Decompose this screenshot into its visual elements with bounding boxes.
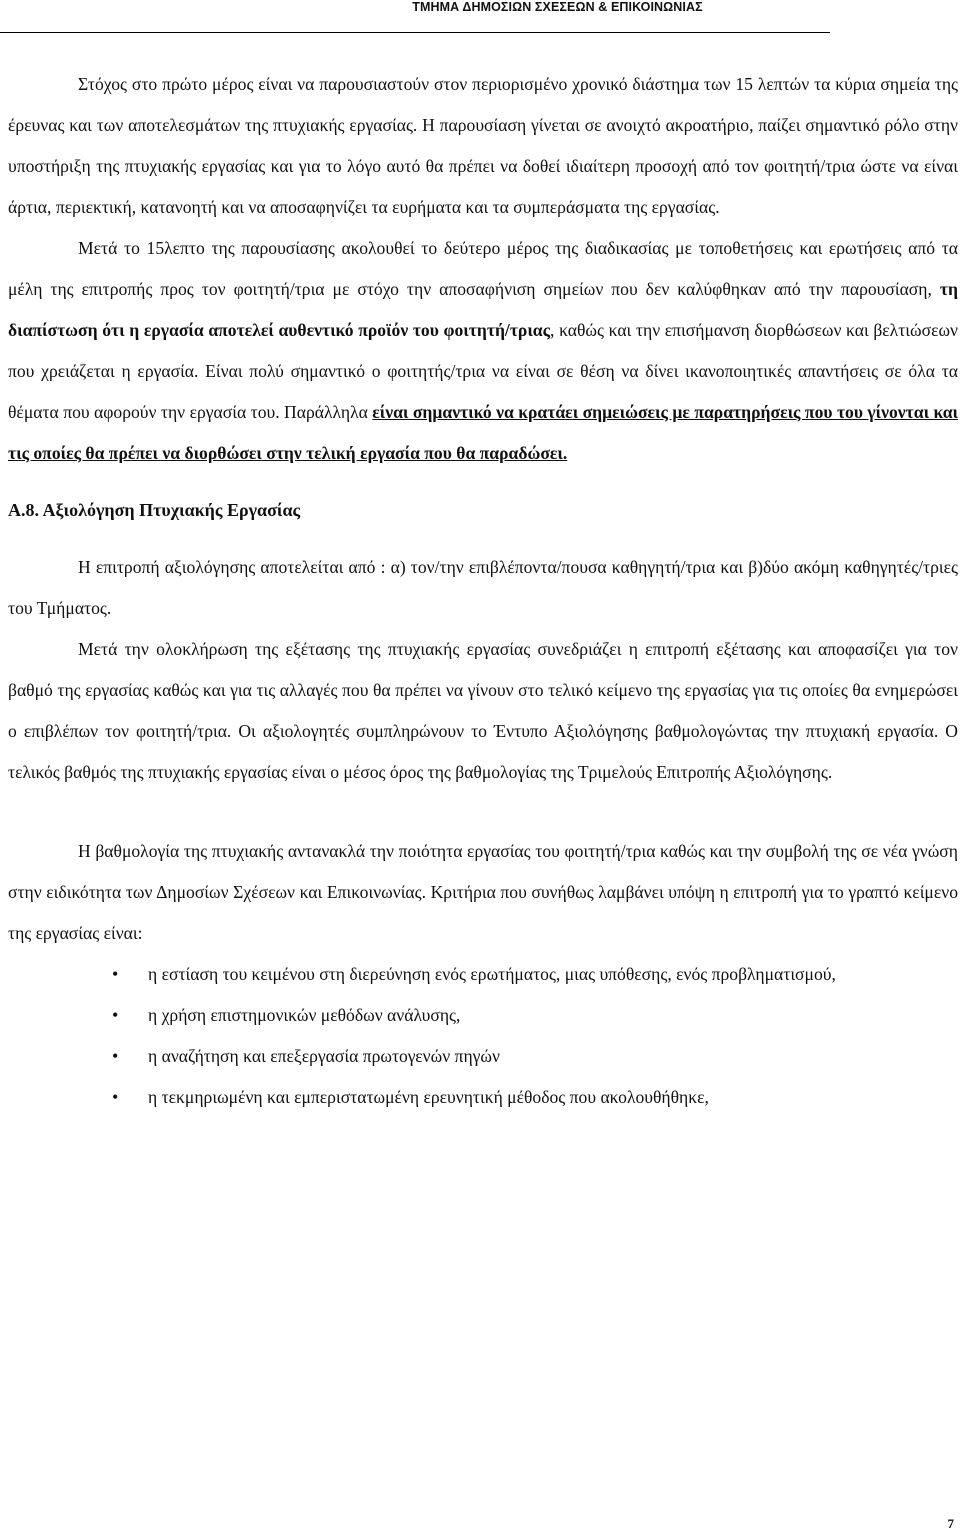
list-item-text: η εστίαση του κειμένου στη διερεύνηση ενός ερωτήματος, μιας υπόθεσης, ενός προβληματισμού,	[148, 964, 836, 984]
section-heading: Α.8. Αξιολόγηση Πτυχιακής Εργασίας	[8, 500, 301, 520]
paragraph-second-part-underlined: είναι σημαντικό να κρατάει σημειώσεις με παρατηρήσεις που του γίνονται και τις οποίες θα πρέπει να διορθώσει στην τελική εργασία που θα παραδώσει.	[8, 402, 959, 463]
paragraph-evaluation: Μετά την ολοκλήρωση της εξέτασης της πτυχιακής εργασίας συνεδριάζει η επιτροπή εξέτασης και αποφασίζει για τον βαθμό της εργασίας καθώς και για τις αλλαγές που θα πρέπει να γίνουν στο τελικό κείμενο της εργασίας για τις οποίες θα ενημερώσει ο επιβλέπων τον φοιτητή/τρια. Οι αξιολογητές συμπληρώνουν το Έντυπο Αξιολόγησης βαθμολογώντας την πτυχιακή εργασία. Ο τελικός βαθμός της πτυχιακής εργασίας είναι ο μέσος όρος της βαθμολογίας της Τριμελούς Επιτροπής Αξιολόγησης.	[8, 639, 958, 782]
spacer	[8, 474, 958, 490]
document-body	[8, 64, 958, 1118]
list-item-text: η αναζήτηση και επεξεργασία πρωτογενών πηγών	[148, 1046, 500, 1066]
spacer	[8, 531, 958, 547]
page-header: ΤΜΗΜΑ ΔΗΜΟΣΙΩΝ ΣΧΕΣΕΩΝ & ΕΠΙΚΟΙΝΩΝΙΑΣ	[412, 0, 703, 14]
list-item-text: η χρήση επιστημονικών μεθόδων ανάλυσης,	[148, 1005, 461, 1025]
paragraph-second-part-text-1: Μετά το 15λεπτο της παρουσίασης ακολουθεί το δεύτερο μέρος της διαδικασίας με τοποθετήσεις και ερωτήσεις από τα μέλη της επιτροπής προς τον φοιτητή/τρια με στόχο την αποσαφήνιση σημείων που δεν καλύφθηκαν από την παρουσίαση,	[8, 238, 958, 299]
paragraph-second-part	[8, 228, 958, 474]
bullet-icon: •	[112, 964, 119, 984]
bullet-icon: •	[112, 1087, 119, 1107]
list-item	[8, 995, 958, 1036]
paragraph-second-part-bold: τη διαπίστωση ότι η εργασία αποτελεί αυθεντικό προϊόν του φοιτητή/τριας	[8, 279, 958, 340]
list-item	[8, 1077, 958, 1118]
criteria-list	[8, 954, 958, 1118]
list-item-text: η τεκμηριωμένη και εμπεριστατωμένη ερευνητική μέθοδος που ακολουθήθηκε,	[148, 1087, 709, 1107]
page-number: 7	[947, 1516, 954, 1531]
bullet-icon: •	[112, 1046, 119, 1066]
paragraph-second-part-text-2: , καθώς και την επισήμανση διορθώσεων και βελτιώσεων που χρειάζεται η εργασία. Είναι πολύ σημαντικό ο φοιτητής/τρια να είναι σε θέση να δίνει ικανοποιητικές απαντήσεις σε όλα τα θέματα που αφορούν την εργασία του. Παράλληλα	[8, 320, 959, 422]
spacer	[8, 793, 958, 831]
bullet-icon: •	[112, 1005, 119, 1025]
paragraph-committee: Η επιτροπή αξιολόγησης αποτελείται από : α) τον/την επιβλέποντα/πουσα καθηγητή/τρια και β)δύο ακόμη καθηγητές/τριες του Τμήματος.	[8, 557, 958, 618]
paragraph-presentation-goal: Στόχος στο πρώτο μέρος είναι να παρουσιαστούν στον περιορισμένο χρονικό διάστημα των 15 λεπτών τα κύρια σημεία της έρευνας και των αποτελεσμάτων της πτυχιακής εργασίας. Η παρουσίαση γίνεται σε ανοιχτό ακροατήριο, παίζει σημαντικό ρόλο στην υποστήριξη της πτυχιακής εργασίας και για το λόγο αυτό θα πρέπει να δοθεί ιδιαίτερη προσοχή από τον φοιτητή/τρια ώστε να είναι άρτια, περιεκτική, κατανοητή και να αποσαφηνίζει τα ευρήματα και τα συμπεράσματα της εργασίας.	[8, 74, 958, 217]
paragraph-grading: Η βαθμολογία της πτυχιακής αντανακλά την ποιότητα εργασίας του φοιτητή/τρια καθώς και την συμβολή της σε νέα γνώση στην ειδικότητα των Δημοσίων Σχέσεων και Επικοινωνίας. Κριτήρια που συνήθως λαμβάνει υπόψη η επιτροπή για το γραπτό κείμενο της εργασίας είναι:	[8, 841, 958, 943]
header-rule	[0, 32, 830, 33]
list-item	[8, 1036, 958, 1077]
list-item	[8, 954, 958, 995]
